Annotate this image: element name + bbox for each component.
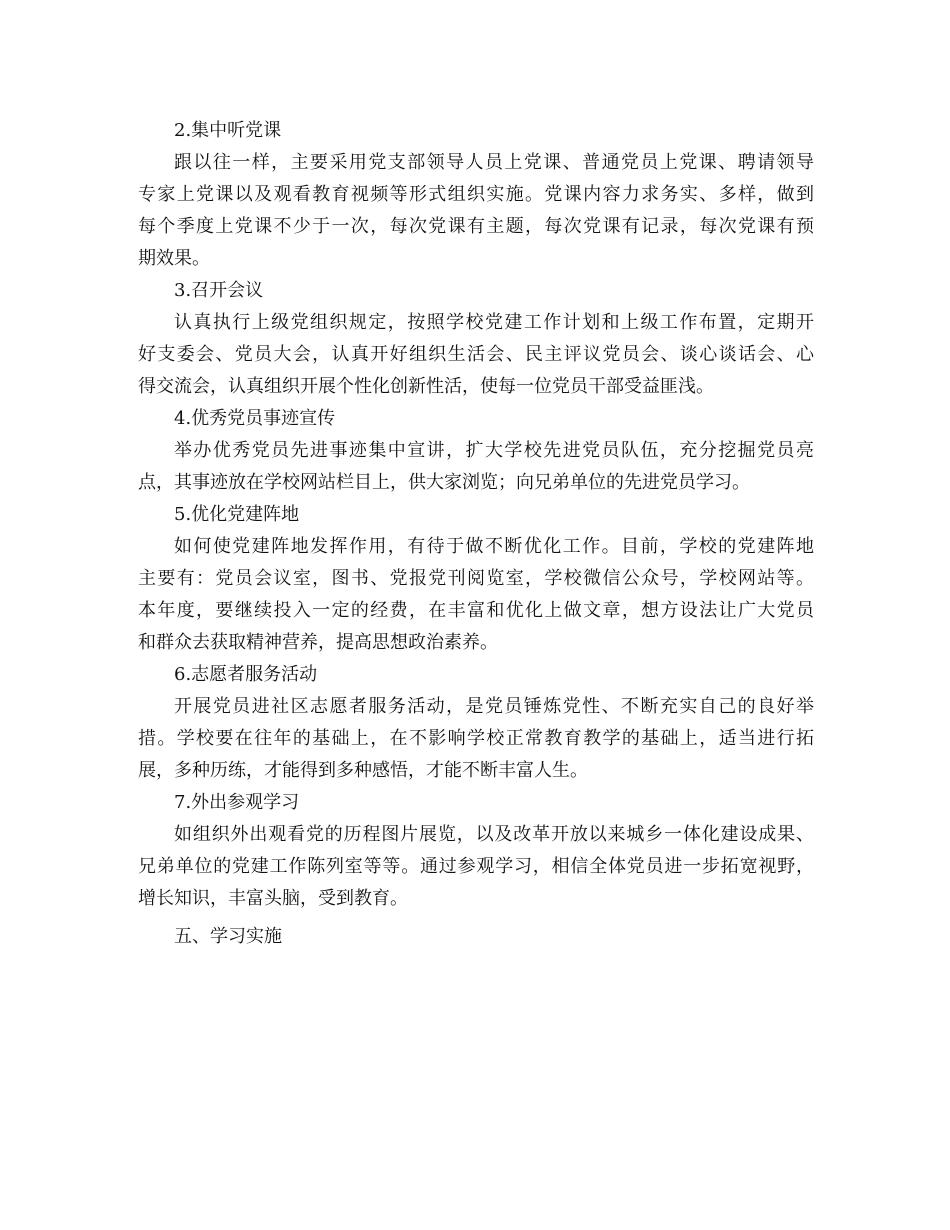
paragraph-line: 展，多种历练，才能得到多种感悟，才能不断丰富人生。 — [138, 760, 588, 781]
document-page — [138, 115, 814, 953]
paragraph-line: 期效果。 — [138, 248, 210, 269]
paragraph-line: 措。学校要在往年的基础上，在不影响学校正常教育教学的基础上，适当进行拓 — [138, 728, 814, 749]
section-heading: 6.志愿者服务活动 — [174, 664, 318, 685]
section-heading: 5.优化党建阵地 — [174, 504, 300, 525]
section-paragraph — [138, 435, 814, 499]
section-2 — [138, 115, 814, 275]
section-6 — [138, 659, 814, 787]
paragraph-line: 如组织外出观看党的历程图片展览，以及改革开放以来城乡一体化建设成果、 — [174, 824, 814, 845]
paragraph-line: 专家上党课以及观看教育视频等形式组织实施。党课内容力求务实、多样，做到 — [138, 184, 814, 205]
section-paragraph — [138, 307, 814, 403]
paragraph-line: 好支委会、党员大会，认真开好组织生活会、民主评议党员会、谈心谈话会、心 — [138, 344, 814, 365]
paragraph-line: 每个季度上党课不少于一次，每次党课有主题，每次党课有记录，每次党课有预 — [138, 216, 814, 237]
paragraph-line: 主要有：党员会议室，图书、党报党刊阅览室，学校微信公众号，学校网站等。 — [138, 568, 814, 589]
section-heading: 4.优秀党员事迹宣传 — [174, 408, 336, 429]
section-heading: 3.召开会议 — [174, 280, 264, 301]
section-4 — [138, 403, 814, 499]
paragraph-line: 开展党员进社区志愿者服务活动，是党员锤炼党性、不断充实自己的良好举 — [174, 696, 814, 717]
section-heading: 2.集中听党课 — [174, 120, 282, 141]
chapter-heading: 五、学习实施 — [174, 926, 282, 947]
paragraph-line: 兄弟单位的党建工作陈列室等等。通过参观学习，相信全体党员进一步拓宽视野， — [138, 856, 814, 877]
section-3 — [138, 275, 814, 403]
paragraph-line: 本年度，要继续投入一定的经费，在丰富和优化上做文章，想方设法让广大党员 — [138, 600, 814, 621]
section-5 — [138, 499, 814, 659]
paragraph-line: 得交流会，认真组织开展个性化创新性活，使每一位党员干部受益匪浅。 — [138, 376, 714, 397]
paragraph-line: 跟以往一样，主要采用党支部领导人员上党课、普通党员上党课、聘请领导 — [174, 152, 814, 173]
paragraph-line: 如何使党建阵地发挥作用，有待于做不断优化工作。目前，学校的党建阵地 — [174, 536, 814, 557]
paragraph-line: 认真执行上级党组织规定，按照学校党建工作计划和上级工作布置，定期开 — [174, 312, 814, 333]
paragraph-line: 增长知识，丰富头脑，受到教育。 — [138, 888, 408, 909]
section-paragraph — [138, 819, 814, 915]
paragraph-line: 点，其事迹放在学校网站栏目上，供大家浏览；向兄弟单位的先进党员学习。 — [138, 472, 750, 493]
section-heading: 7.外出参观学习 — [174, 792, 300, 813]
section-7 — [138, 787, 814, 915]
section-paragraph — [138, 691, 814, 787]
paragraph-line: 和群众去获取精神营养，提高思想政治素养。 — [138, 632, 498, 653]
section-paragraph — [138, 147, 814, 275]
section-paragraph — [138, 531, 814, 659]
paragraph-line: 举办优秀党员先进事迹集中宣讲，扩大学校先进党员队伍，充分挖掘党员亮 — [174, 440, 814, 461]
